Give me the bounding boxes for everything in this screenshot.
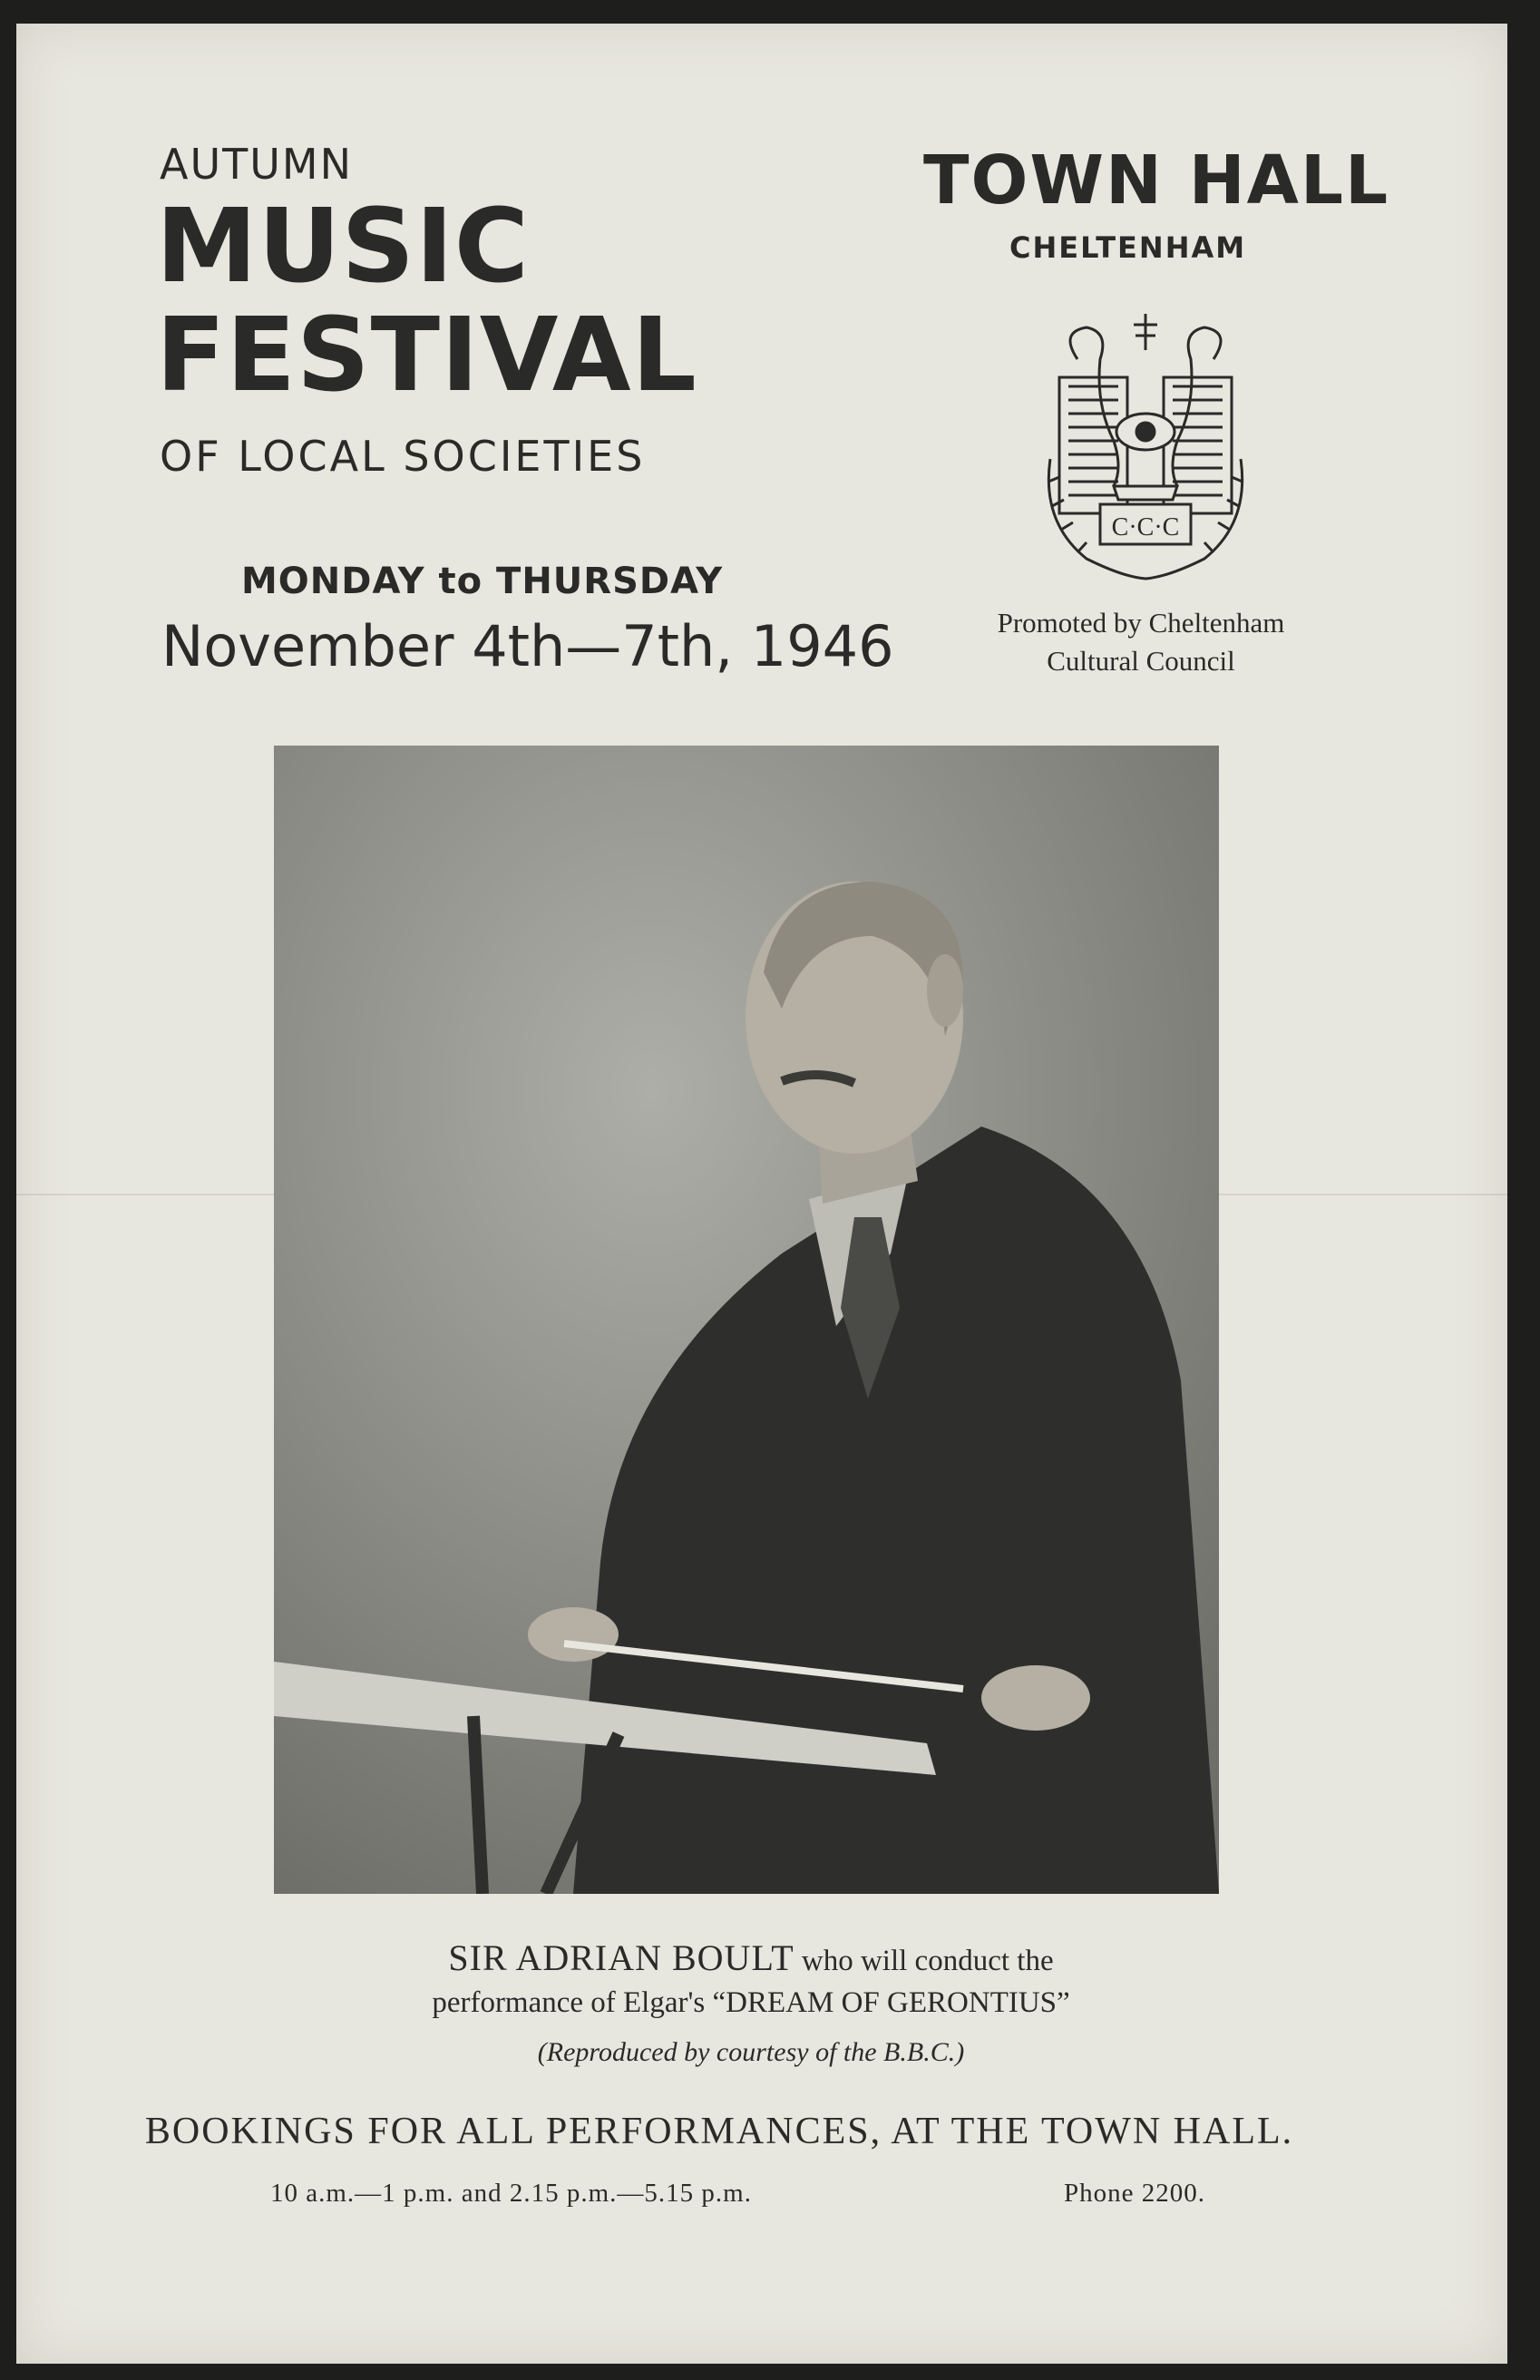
booking-hours: 10 a.m.—1 p.m. and 2.15 p.m.—5.15 p.m.: [270, 2179, 752, 2208]
venue-town: CHELTENHAM: [1009, 230, 1247, 265]
venue-name: TOWN HALL: [923, 141, 1390, 219]
promoted-line-1: Promoted by Cheltenham: [997, 607, 1285, 639]
conductor-name: SIR ADRIAN BOULT: [448, 1937, 794, 1978]
crest-letters: C·C·C: [1111, 513, 1180, 541]
caption-line-2: performance of Elgar's “DREAM OF GERONTIUS”: [432, 1986, 1070, 2019]
photo-caption: [379, 1937, 1123, 2024]
photo-credit: (Reproduced by courtesy of the B.B.C.): [537, 2037, 965, 2067]
days-label: MONDAY to THURSDAY: [241, 561, 724, 602]
phone-number: Phone 2200.: [1064, 2179, 1205, 2208]
cultural-council-crest-icon: [1023, 296, 1268, 604]
promoted-by: [923, 604, 1359, 680]
season-label: AUTUMN: [160, 140, 354, 189]
bookings-line: BOOKINGS FOR ALL PERFORMANCES, AT THE TOWN HALL.: [144, 2111, 1294, 2152]
subtitle: OF LOCAL SOCIETIES: [160, 432, 646, 481]
title-music: MUSIC: [156, 188, 530, 306]
caption-line-1: [379, 1937, 1123, 1982]
caption-line-1-rest: who will conduct the: [794, 1945, 1054, 1977]
conductor-figure-icon: [274, 746, 1219, 1894]
dates-label: November 4th—7th, 1946: [161, 613, 894, 679]
promoted-line-2: Cultural Council: [1047, 645, 1235, 677]
programme-sheet: [16, 24, 1507, 2364]
title-festival: FESTIVAL: [156, 297, 697, 415]
conductor-photo: [274, 746, 1219, 1894]
